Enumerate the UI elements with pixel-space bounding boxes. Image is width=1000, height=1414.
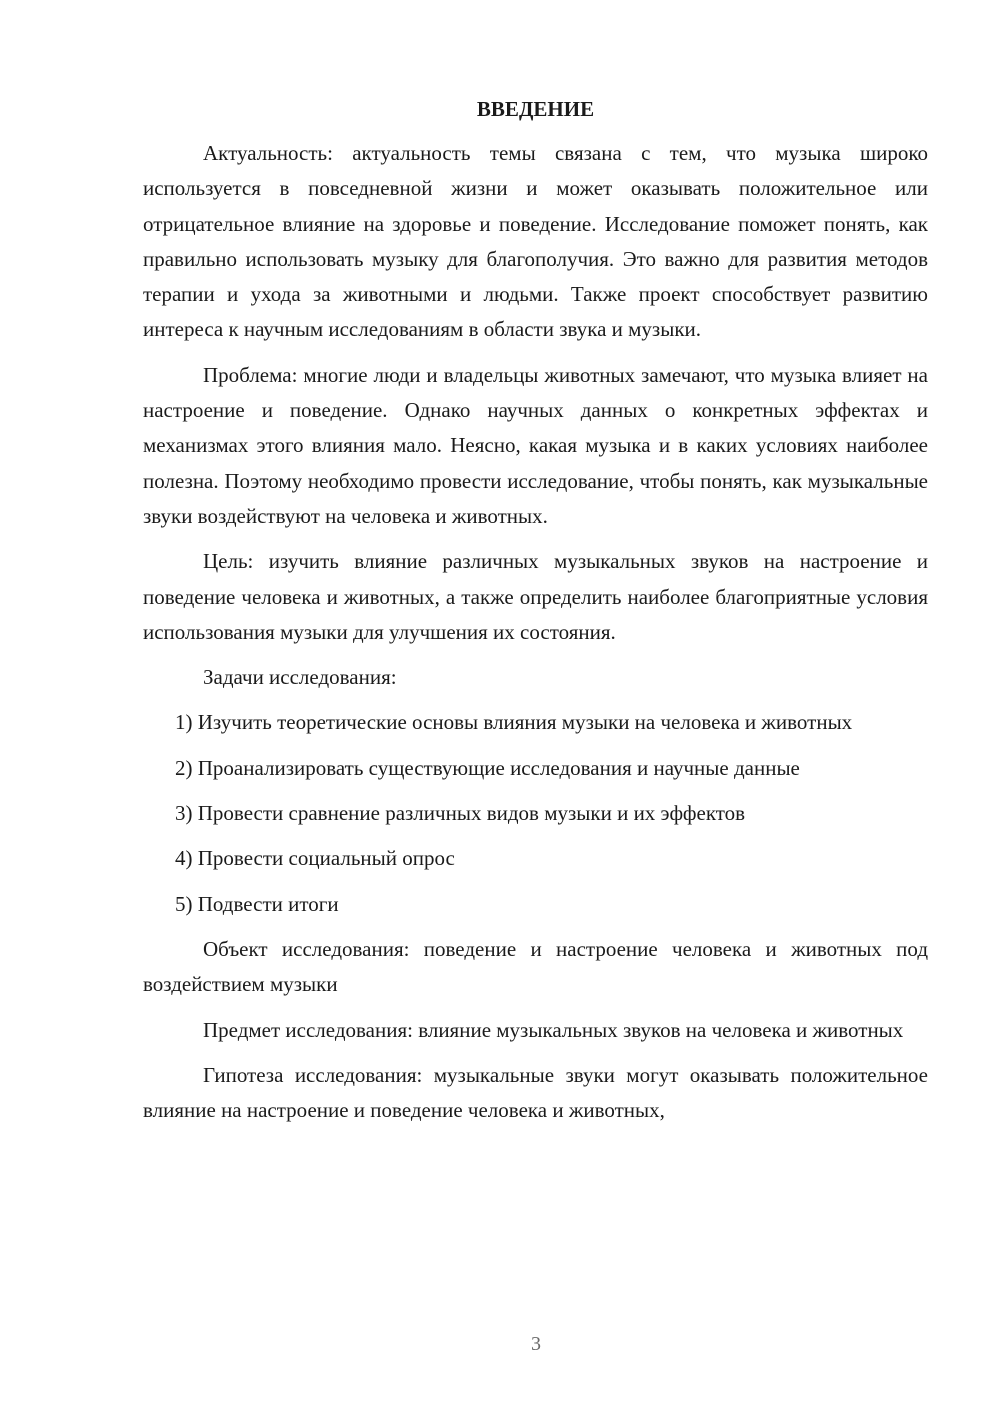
section-title: ВВЕДЕНИЕ	[476, 97, 595, 121]
subject-paragraph: Предмет исследования: влияние музыкальных звуков на человека и животных	[203, 1017, 904, 1042]
tasks-heading: Задачи исследования:	[203, 665, 397, 690]
task-item-5: 5) Подвести итоги	[175, 891, 339, 916]
task-item-4: 4) Провести социальный опрос	[175, 846, 455, 871]
task-item-2: 2) Проанализировать существующие исследования и научные данные	[175, 755, 800, 780]
problem-paragraph: Проблема: многие люди и владельцы животных замечают, что музыка влияет на настроение и поведение. Однако научных данных о конкретных эффектах и механизмах этого влияния мало. Неясно, какая музыка и в каких условиях наиболее полезна. Поэтому необходимо провести исследование, чтобы понять, как музыкальные звуки воздействуют на человека и животных.	[143, 362, 928, 528]
document-page	[143, 92, 928, 1138]
goal-paragraph: Цель: изучить влияние различных музыкальных звуков на настроение и поведение человека и животных, а также определить наиболее благоприятные условия использования музыки для улучшения их состояния.	[143, 549, 928, 644]
task-item-1: 1) Изучить теоретические основы влияния музыки на человека и животных	[175, 710, 853, 735]
relevance-paragraph: Актуальность: актуальность темы связана с тем, что музыка широко используется в повседневной жизни и может оказывать положительное или отрицательное влияние на здоровье и поведение. Исследование поможет понять, как правильно использовать музыку для благополучия. Это важно для развития методов терапии и ухода за животными и людьми. Также проект способствует развитию интереса к научным исследованиям в области звука и музыки.	[143, 141, 928, 342]
task-item-3: 3) Провести сравнение различных видов музыки и их эффектов	[175, 801, 746, 826]
hypothesis-paragraph: Гипотеза исследования: музыкальные звуки могут оказывать положительное влияние на настроение и поведение человека и животных,	[143, 1062, 928, 1123]
page-number: 3	[531, 1333, 541, 1355]
object-paragraph: Объект исследования: поведение и настроение человека и животных под воздействием музыки	[143, 936, 928, 997]
